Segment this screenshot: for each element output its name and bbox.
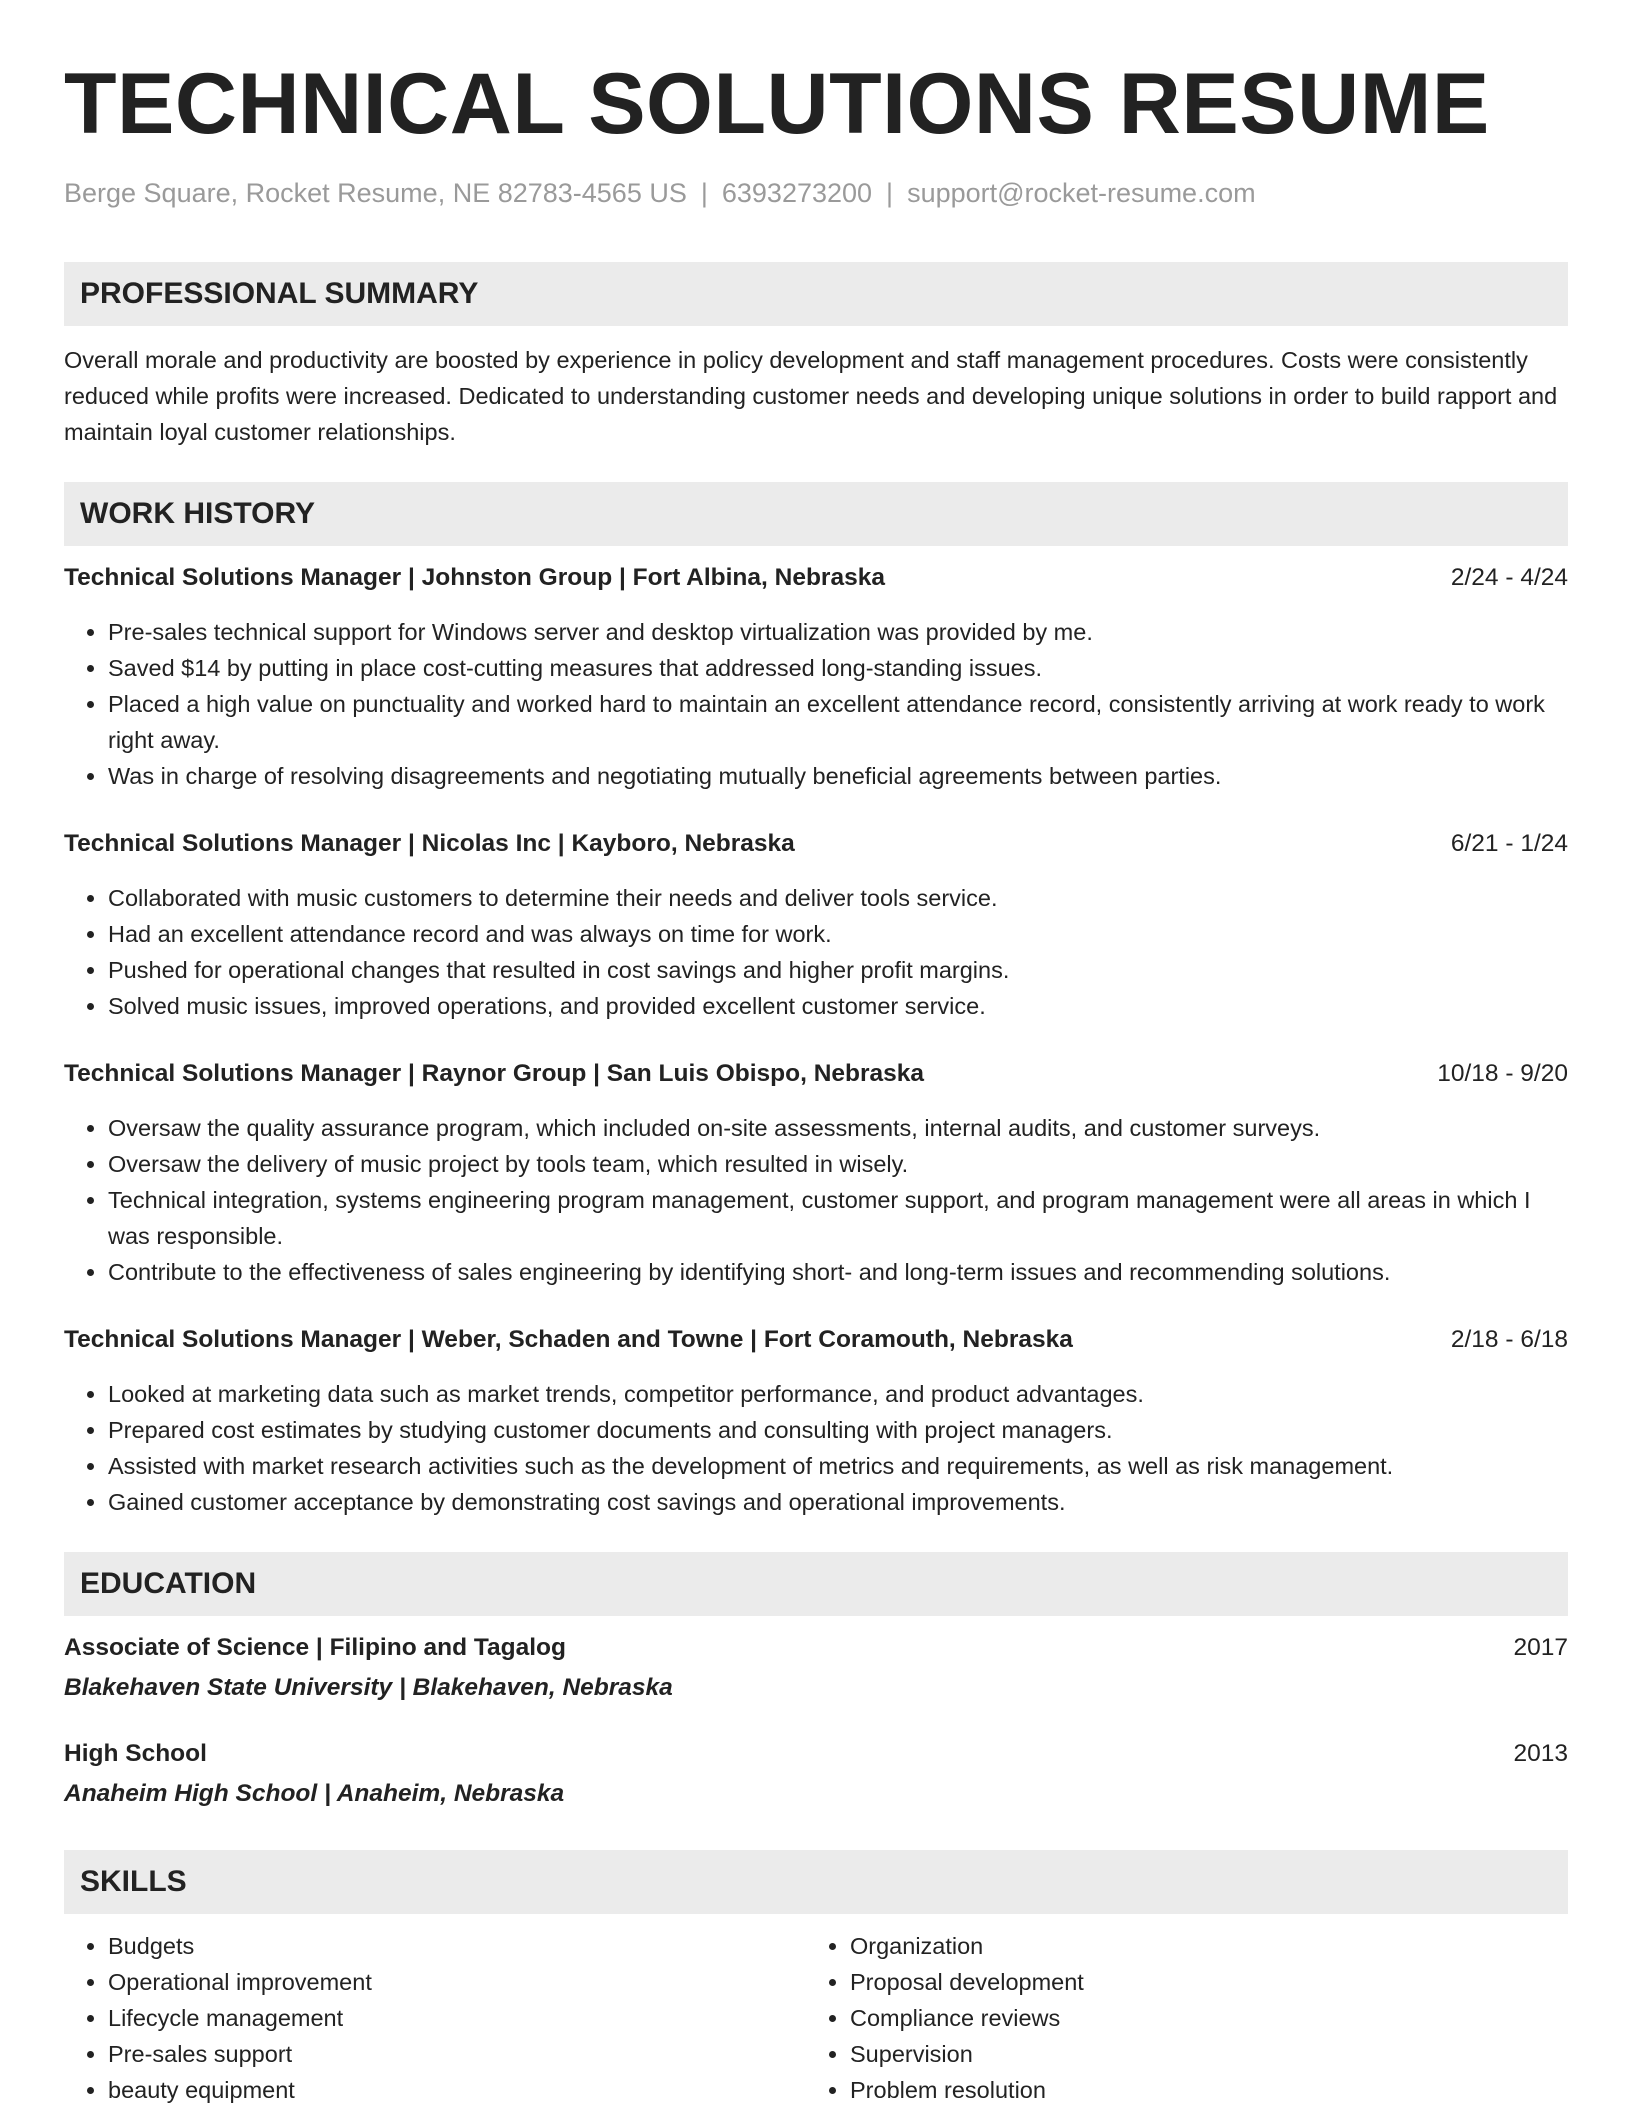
resume-title: TECHNICAL SOLUTIONS RESUME <box>64 56 1490 152</box>
job-bullet: • Pre-sales technical support for Windows server and desktop virtualization was provided by me. <box>108 614 1568 650</box>
skill-item: • Budgets <box>108 1928 806 1964</box>
job-entry <box>64 1056 1568 1290</box>
job-bullet: • Solved music issues, improved operations, and provided excellent customer service. <box>108 988 1568 1024</box>
job-entry <box>64 826 1568 1024</box>
skill-item: • Proposal development <box>850 1964 1548 2000</box>
education-header <box>64 1736 1568 1772</box>
skills-section-header: SKILLS <box>64 1850 1568 1914</box>
job-bullet: • Prepared cost estimates by studying customer documents and consulting with project managers. <box>108 1412 1568 1448</box>
job-header <box>64 1056 1568 1092</box>
education-section-header: EDUCATION <box>64 1552 1568 1616</box>
education-school: Anaheim High School | Anaheim, Nebraska <box>64 1780 565 1807</box>
job-title-line: Technical Solutions Manager | Johnston Group | Fort Albina, Nebraska <box>64 564 885 591</box>
job-bullet: • Technical integration, systems engineering program management, customer support, and program management were all areas in which I was responsible. <box>108 1182 1568 1254</box>
summary-text: Overall morale and productivity are boosted by experience in policy development and staff management procedures. Costs were consistently reduced while profits were increased. Dedicated to understanding customer needs and developing unique solutions in order to build rapport and maintain loyal customer relationships. <box>64 347 1558 445</box>
job-bullets <box>64 880 1568 1024</box>
job-bullets <box>64 1376 1568 1520</box>
skills-column-right <box>806 1928 1548 2108</box>
job-dates: 6/21 - 1/24 <box>1450 830 1568 857</box>
job-header <box>64 826 1568 862</box>
contact-line <box>64 176 1568 210</box>
work-history-section-header: WORK HISTORY <box>64 482 1568 546</box>
job-bullet: • Gained customer acceptance by demonstrating cost savings and operational improvements. <box>108 1484 1568 1520</box>
contact-separator: | <box>886 178 894 208</box>
job-bullet: • Had an excellent attendance record and was always on time for work. <box>108 916 1568 952</box>
job-entry <box>64 1322 1568 1520</box>
job-title-line: Technical Solutions Manager | Nicolas Inc | Kayboro, Nebraska <box>64 830 795 857</box>
contact-phone: 6393273200 <box>721 178 873 208</box>
job-header <box>64 560 1568 596</box>
contact-separator: | <box>700 178 708 208</box>
skills-column-left <box>64 1928 806 2108</box>
job-bullet: • Looked at marketing data such as market trends, competitor performance, and product advantages. <box>108 1376 1568 1412</box>
skills-grid <box>64 1928 1568 2108</box>
job-bullet: • Was in charge of resolving disagreements and negotiating mutually beneficial agreements between parties. <box>108 758 1568 794</box>
skill-item: • Lifecycle management <box>108 2000 806 2036</box>
job-header <box>64 1322 1568 1358</box>
education-year: 2017 <box>1513 1634 1568 1661</box>
skill-item: • Compliance reviews <box>850 2000 1548 2036</box>
summary-section-header: PROFESSIONAL SUMMARY <box>64 262 1568 326</box>
skill-item: • Problem resolution <box>850 2072 1548 2108</box>
education-degree: High School <box>64 1740 207 1767</box>
job-dates: 2/18 - 6/18 <box>1450 1326 1568 1353</box>
job-bullet: • Oversaw the delivery of music project by tools team, which resulted in wisely. <box>108 1146 1568 1182</box>
job-title-line: Technical Solutions Manager | Raynor Group | San Luis Obispo, Nebraska <box>64 1060 925 1087</box>
skill-item: • Operational improvement <box>108 1964 806 2000</box>
contact-address: Berge Square, Rocket Resume, NE 82783-4565 US <box>64 178 687 208</box>
job-dates: 10/18 - 9/20 <box>1437 1060 1568 1087</box>
job-bullet: • Saved $14 by putting in place cost-cutting measures that addressed long-standing issues. <box>108 650 1568 686</box>
education-entry <box>64 1736 1568 1812</box>
job-bullet: • Pushed for operational changes that resulted in cost savings and higher profit margins. <box>108 952 1568 988</box>
education-degree: Associate of Science | Filipino and Tagalog <box>64 1634 566 1661</box>
skill-item: • Pre-sales support <box>108 2036 806 2072</box>
contact-email: support@rocket-resume.com <box>907 178 1256 208</box>
skill-item: • Organization <box>850 1928 1548 1964</box>
job-bullet: • Collaborated with music customers to determine their needs and deliver tools service. <box>108 880 1568 916</box>
education-school: Blakehaven State University | Blakehaven, Nebraska <box>64 1674 673 1701</box>
job-title-line: Technical Solutions Manager | Weber, Schaden and Towne | Fort Coramouth, Nebraska <box>64 1326 1073 1353</box>
skill-item: • Supervision <box>850 2036 1548 2072</box>
job-bullet: • Assisted with market research activities such as the development of metrics and requirements, as well as risk management. <box>108 1448 1568 1484</box>
job-dates: 2/24 - 4/24 <box>1450 564 1568 591</box>
job-bullets <box>64 1110 1568 1290</box>
job-bullet: • Oversaw the quality assurance program, which included on-site assessments, internal audits, and customer surveys. <box>108 1110 1568 1146</box>
job-entry <box>64 560 1568 794</box>
job-bullet: • Placed a high value on punctuality and worked hard to maintain an excellent attendance record, consistently arriving at work ready to work right away. <box>108 686 1568 758</box>
skill-item: • beauty equipment <box>108 2072 806 2108</box>
job-bullets <box>64 614 1568 794</box>
education-year: 2013 <box>1513 1740 1568 1767</box>
education-header <box>64 1630 1568 1666</box>
education-entry <box>64 1630 1568 1706</box>
job-bullet: • Contribute to the effectiveness of sales engineering by identifying short- and long-term issues and recommending solutions. <box>108 1254 1568 1290</box>
